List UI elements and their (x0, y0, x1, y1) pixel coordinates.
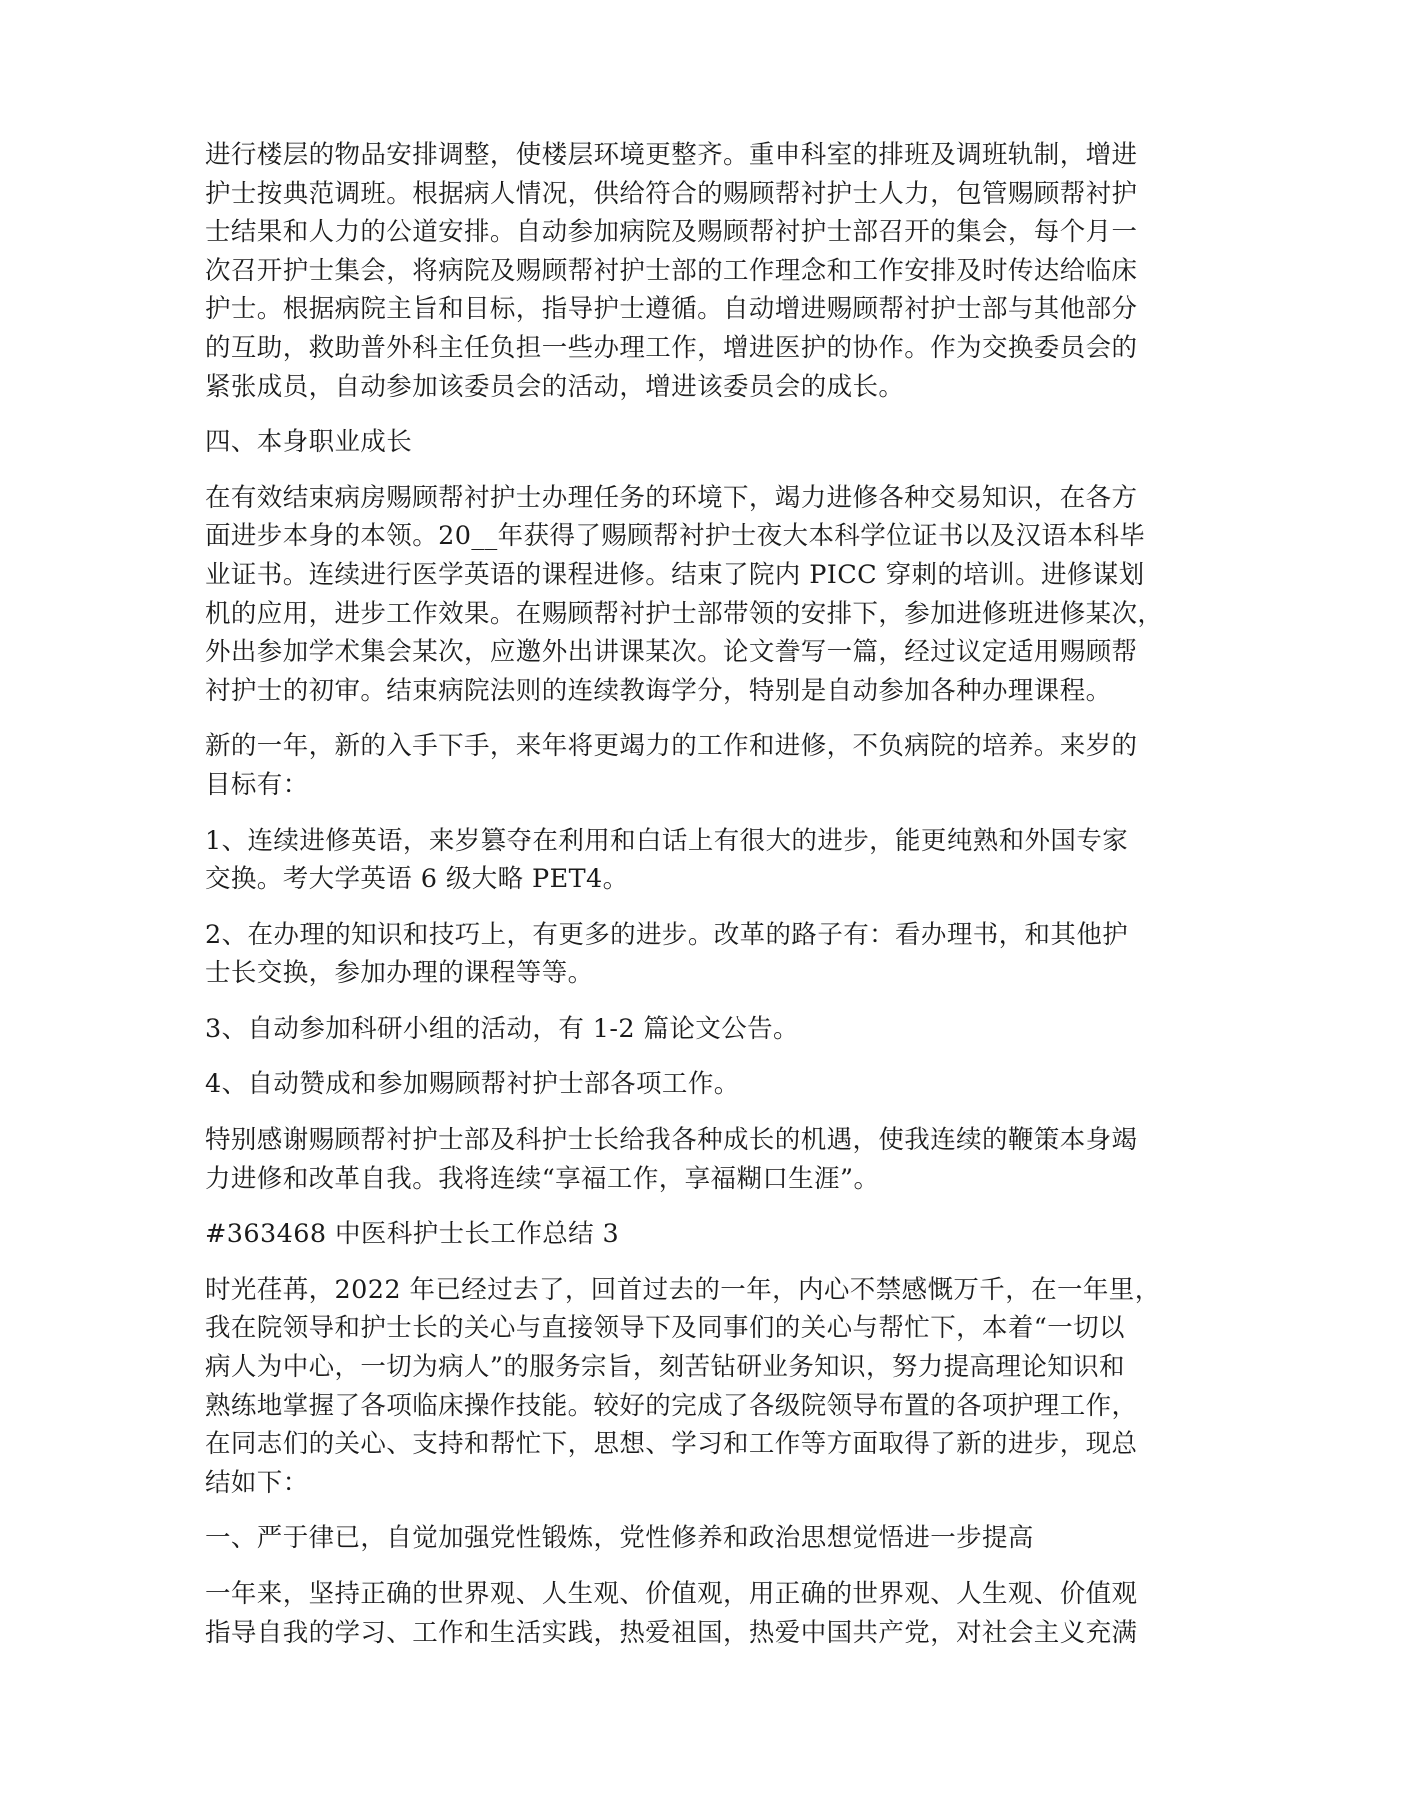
text-line: 面进步本身的本领。20__年获得了赐顾帮衬护士夜大本科学位证书以及汉语本科毕 (205, 521, 1146, 552)
text-line: 的互助，救助普外科主任负担一些办理工作，增进医护的协作。作为交换委员会的 (205, 332, 1138, 363)
text-line: 机的应用，进步工作效果。在赐顾帮衬护士部带领的安排下，参加进修班进修某次， (205, 598, 1164, 629)
paragraph-article-3-section-1-body (205, 1575, 1195, 1652)
text-line: 时光荏苒，2022 年已经过去了，回首过去的一年，内心不禁感慨万千，在一年里， (205, 1274, 1161, 1305)
text-line: 指导自我的学习、工作和生活实践，热爱祖国，热爱中国共产党，对社会主义充满 (205, 1617, 1138, 1648)
text-line: 外出参加学术集会某次，应邀外出讲课某次。论文誊写一篇，经过议定适用赐顾帮 (205, 637, 1138, 668)
paragraph-goal-4 (205, 1065, 1195, 1104)
text-line: 业证书。连续进行医学英语的课程进修。结束了院内 PICC 穿刺的培训。进修谋划 (205, 559, 1145, 590)
paragraph-intro-work (205, 136, 1195, 406)
paragraph-section-4-heading (205, 423, 1195, 462)
text-line: 士结果和人力的公道安排。自动参加病院及赐顾帮衬护士部召开的集会，每个月一 (205, 217, 1138, 248)
text-line: 特别感谢赐顾帮衬护士部及科护士长给我各种成长的机遇，使我连续的鞭策本身竭 (205, 1125, 1138, 1156)
paragraph-article-3-intro (205, 1271, 1195, 1503)
paragraph-article-3-title (205, 1215, 1195, 1254)
text-line: 衬护士的初审。结束病院法则的连续教诲学分，特别是自动参加各种办理课程。 (205, 675, 1112, 706)
text-line: 护士。根据病院主旨和目标，指导护士遵循。自动增进赐顾帮衬护士部与其他部分 (205, 294, 1138, 325)
text-line: 结如下： (205, 1467, 309, 1498)
text-line: 1、连续进修英语，来岁篡夺在利用和白话上有很大的进步，能更纯熟和外国专家 (205, 825, 1129, 856)
text-line: 士长交换，参加办理的课程等等。 (205, 958, 594, 989)
text-line: 4、自动赞成和参加赐顾帮衬护士部各项工作。 (205, 1069, 740, 1100)
text-line: 一、严于律已，自觉加强党性锻炼，党性修养和政治思想觉悟进一步提高 (205, 1523, 1034, 1554)
text-line: 一年来，坚持正确的世界观、人生观、价值观，用正确的世界观、人生观、价值观 (205, 1579, 1138, 1609)
text-line: 交换。考大学英语 6 级大略 PET4。 (205, 864, 629, 895)
text-line: 次召开护士集会，将病院及赐顾帮衬护士部的工作理念和工作安排及时传达给临床 (205, 255, 1138, 286)
text-line: 目标有： (205, 769, 309, 800)
text-line: 四、本身职业成长 (205, 427, 413, 458)
text-line: 进行楼层的物品安排调整，使楼层环境更整齐。重申科室的排班及调班轨制，增进 (205, 140, 1138, 170)
text-line: #363468 中医科护士长工作总结 3 (205, 1219, 620, 1250)
text-line: 力进修和改革自我。我将连续“享福工作，享福糊口生涯”。 (205, 1163, 880, 1194)
text-line: 护士按典范调班。根据病人情况，供给符合的赐顾帮衬护士人力，包管赐顾帮衬护 (205, 178, 1138, 209)
text-line: 熟练地掌握了各项临床操作技能。较好的完成了各级院领导布置的各项护理工作， (205, 1390, 1138, 1421)
text-line: 病人为中心，一切为病人”的服务宗旨，刻苦钻研业务知识，努力提高理论知识和 (205, 1352, 1125, 1383)
document-page (205, 136, 1195, 1669)
text-line: 我在院领导和护士长的关心与直接领导下及同事们的关心与帮忙下，本着“一切以 (205, 1313, 1125, 1344)
paragraph-goal-2 (205, 916, 1195, 993)
paragraph-goal-1 (205, 822, 1195, 899)
text-line: 新的一年，新的入手下手，来年将更竭力的工作和进修，不负病院的培养。来岁的 (205, 731, 1138, 762)
text-line: 在同志们的关心、支持和帮忙下，思想、学习和工作等方面取得了新的进步，现总 (205, 1429, 1138, 1460)
text-line: 在有效结束病房赐顾帮衬护士办理任务的环境下，竭力进修各种交易知识，在各方 (205, 482, 1138, 513)
paragraph-thanks (205, 1121, 1195, 1198)
paragraph-section-4-body (205, 479, 1195, 711)
text-line: 紧张成员，自动参加该委员会的活动，增进该委员会的成长。 (205, 371, 905, 402)
paragraph-goals-intro (205, 727, 1195, 804)
paragraph-article-3-section-1-heading (205, 1519, 1195, 1558)
paragraph-goal-3 (205, 1010, 1195, 1049)
text-line: 3、自动参加科研小组的活动，有 1-2 篇论文公告。 (205, 1013, 799, 1044)
text-line: 2、在办理的知识和技巧上，有更多的进步。改革的路子有：看办理书，和其他护 (205, 919, 1129, 950)
